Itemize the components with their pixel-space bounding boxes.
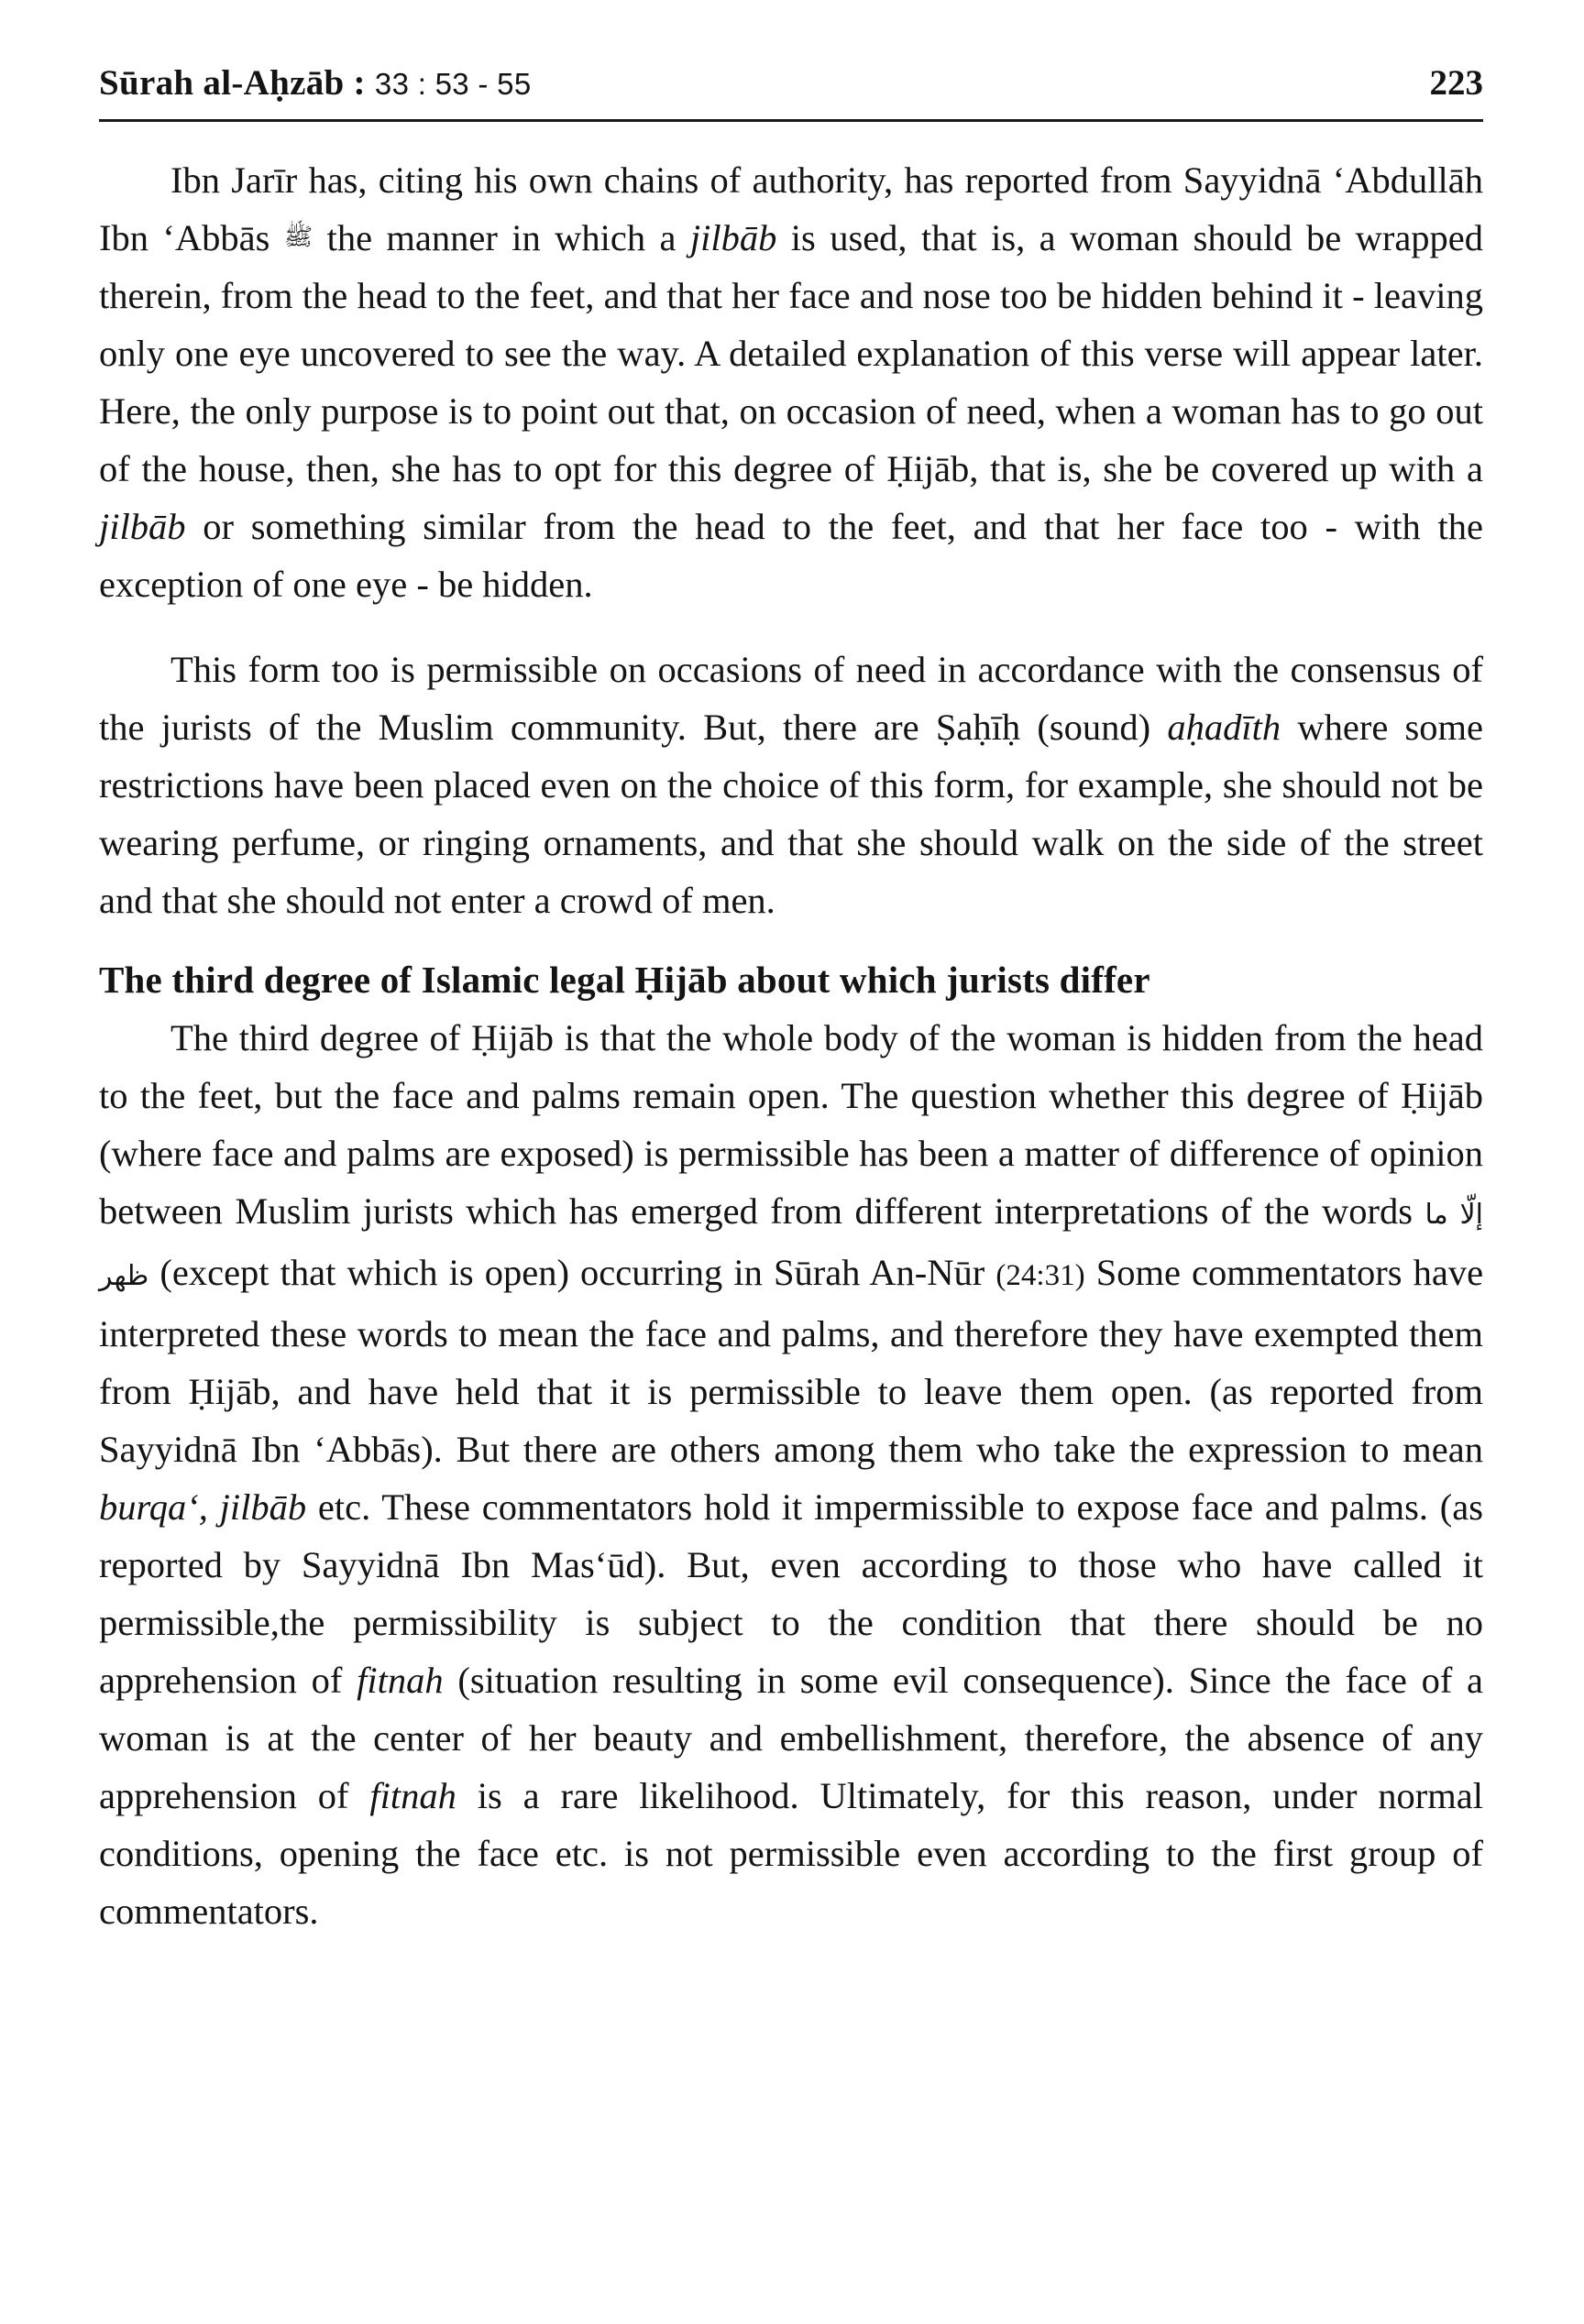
paragraph2-text-2: where some restrictions have been placed even on the choice of this form, for example, she should not be wearing perfume, or ringing ornaments, and that she should walk on the side of the street and that she should not enter a crowd of men. xyxy=(99,707,1484,921)
paragraph3-text-1: The third degree of Ḥijāb is that the whole body of the woman is hidden from the head to the feet, but the face and palms remain open. The question whether this degree of Ḥijāb (where face and palms are exposed) is permissible has been a matter of difference of opinion between Muslim jurists which has emerged from different interpretations of the words xyxy=(99,1017,1483,1232)
paragraph1-text-1: Ibn Jarīr has, citing his own chains of authority, has reported from Sayyidnā ‘Abdullāh Ibn ‘Abbās xyxy=(99,159,1483,258)
arabic-quote: إلّا ما ظهر xyxy=(99,1199,1483,1292)
term-burqa-jilbab: burqa‘, jilbāb xyxy=(99,1486,307,1528)
honorific-glyph: ﷺ xyxy=(283,224,314,251)
paragraph-permissibility xyxy=(99,641,1483,929)
page-number: 223 xyxy=(1429,63,1483,103)
book-page xyxy=(99,55,1483,1940)
paragraph2-text-1: This form too is permissible on occasions of need in accordance with the consensus of the jurists of the Muslim community. But, there are Ṣaḥīḥ (sound) xyxy=(99,649,1483,748)
term-fitnah: fitnah xyxy=(369,1775,456,1816)
surah-name: Sūrah al-Aḥzāb : xyxy=(99,63,366,103)
running-header xyxy=(99,55,1483,122)
paragraph-jilbab-report xyxy=(99,151,1483,613)
paragraph3-text-2: (except that which is open) occurring in Sūrah An-Nūr xyxy=(160,1252,985,1293)
verse-reference: 33 : 53 - 55 xyxy=(374,67,532,101)
paragraph3-text-6: is a rare likelihood. Ultimately, for this reason, under normal conditions, opening the face etc. is not permissible even according to the first group of commentators. xyxy=(99,1775,1484,1932)
verse-citation: (24:31) xyxy=(996,1259,1085,1292)
term-jilbab: jilbāb xyxy=(689,217,777,258)
term-jilbab: jilbāb xyxy=(99,506,186,547)
paragraph-third-degree xyxy=(99,1009,1483,1940)
page-body xyxy=(99,151,1483,1940)
paragraph1-text-3: is used, that is, a woman should be wrapped therein, from the head to the feet, and that her face and nose too be hidden behind it - leaving only one eye uncovered to see the way. A detailed explanation of this verse will appear later. Here, the only purpose is to point out that, on occasion of need, when a woman has to go out of the house, then, she has to opt for this degree of Ḥijāb, that is, she be covered up with a xyxy=(99,217,1484,489)
paragraph3-text-5: (situation resulting in some evil consequence). Since the face of a woman is at the center of her beauty and embellishment, therefore, the absence of any apprehension of xyxy=(99,1660,1484,1816)
section-heading: The third degree of Islamic legal Ḥijāb about which jurists differ xyxy=(99,959,1150,1001)
term-fitnah: fitnah xyxy=(357,1660,444,1701)
term-ahadith: aḥadīth xyxy=(1167,707,1282,748)
paragraph1-text-4: or something similar from the head to the feet, and that her face too - with the exception of one eye - be hidden. xyxy=(99,506,1483,605)
surah-title xyxy=(99,62,531,104)
paragraph3-text-4: etc. These commentators hold it impermissible to expose face and palms. (as reported by Sayyidnā Ibn Mas‘ūd). But, even according to those who have called it permissible,the permissibility is subject to the condition that there should be no apprehension of xyxy=(99,1486,1483,1701)
paragraph3-text-3: Some commentators have interpreted these words to mean the face and palms, and therefore they have exempted them from Ḥijāb, and have held that it is permissible to leave them open. (as reported from Sayyidnā Ibn ‘Abbās). But there are others among them who take the expression to mean xyxy=(99,1252,1484,1470)
paragraph1-text-2: the manner in which a xyxy=(326,217,676,258)
